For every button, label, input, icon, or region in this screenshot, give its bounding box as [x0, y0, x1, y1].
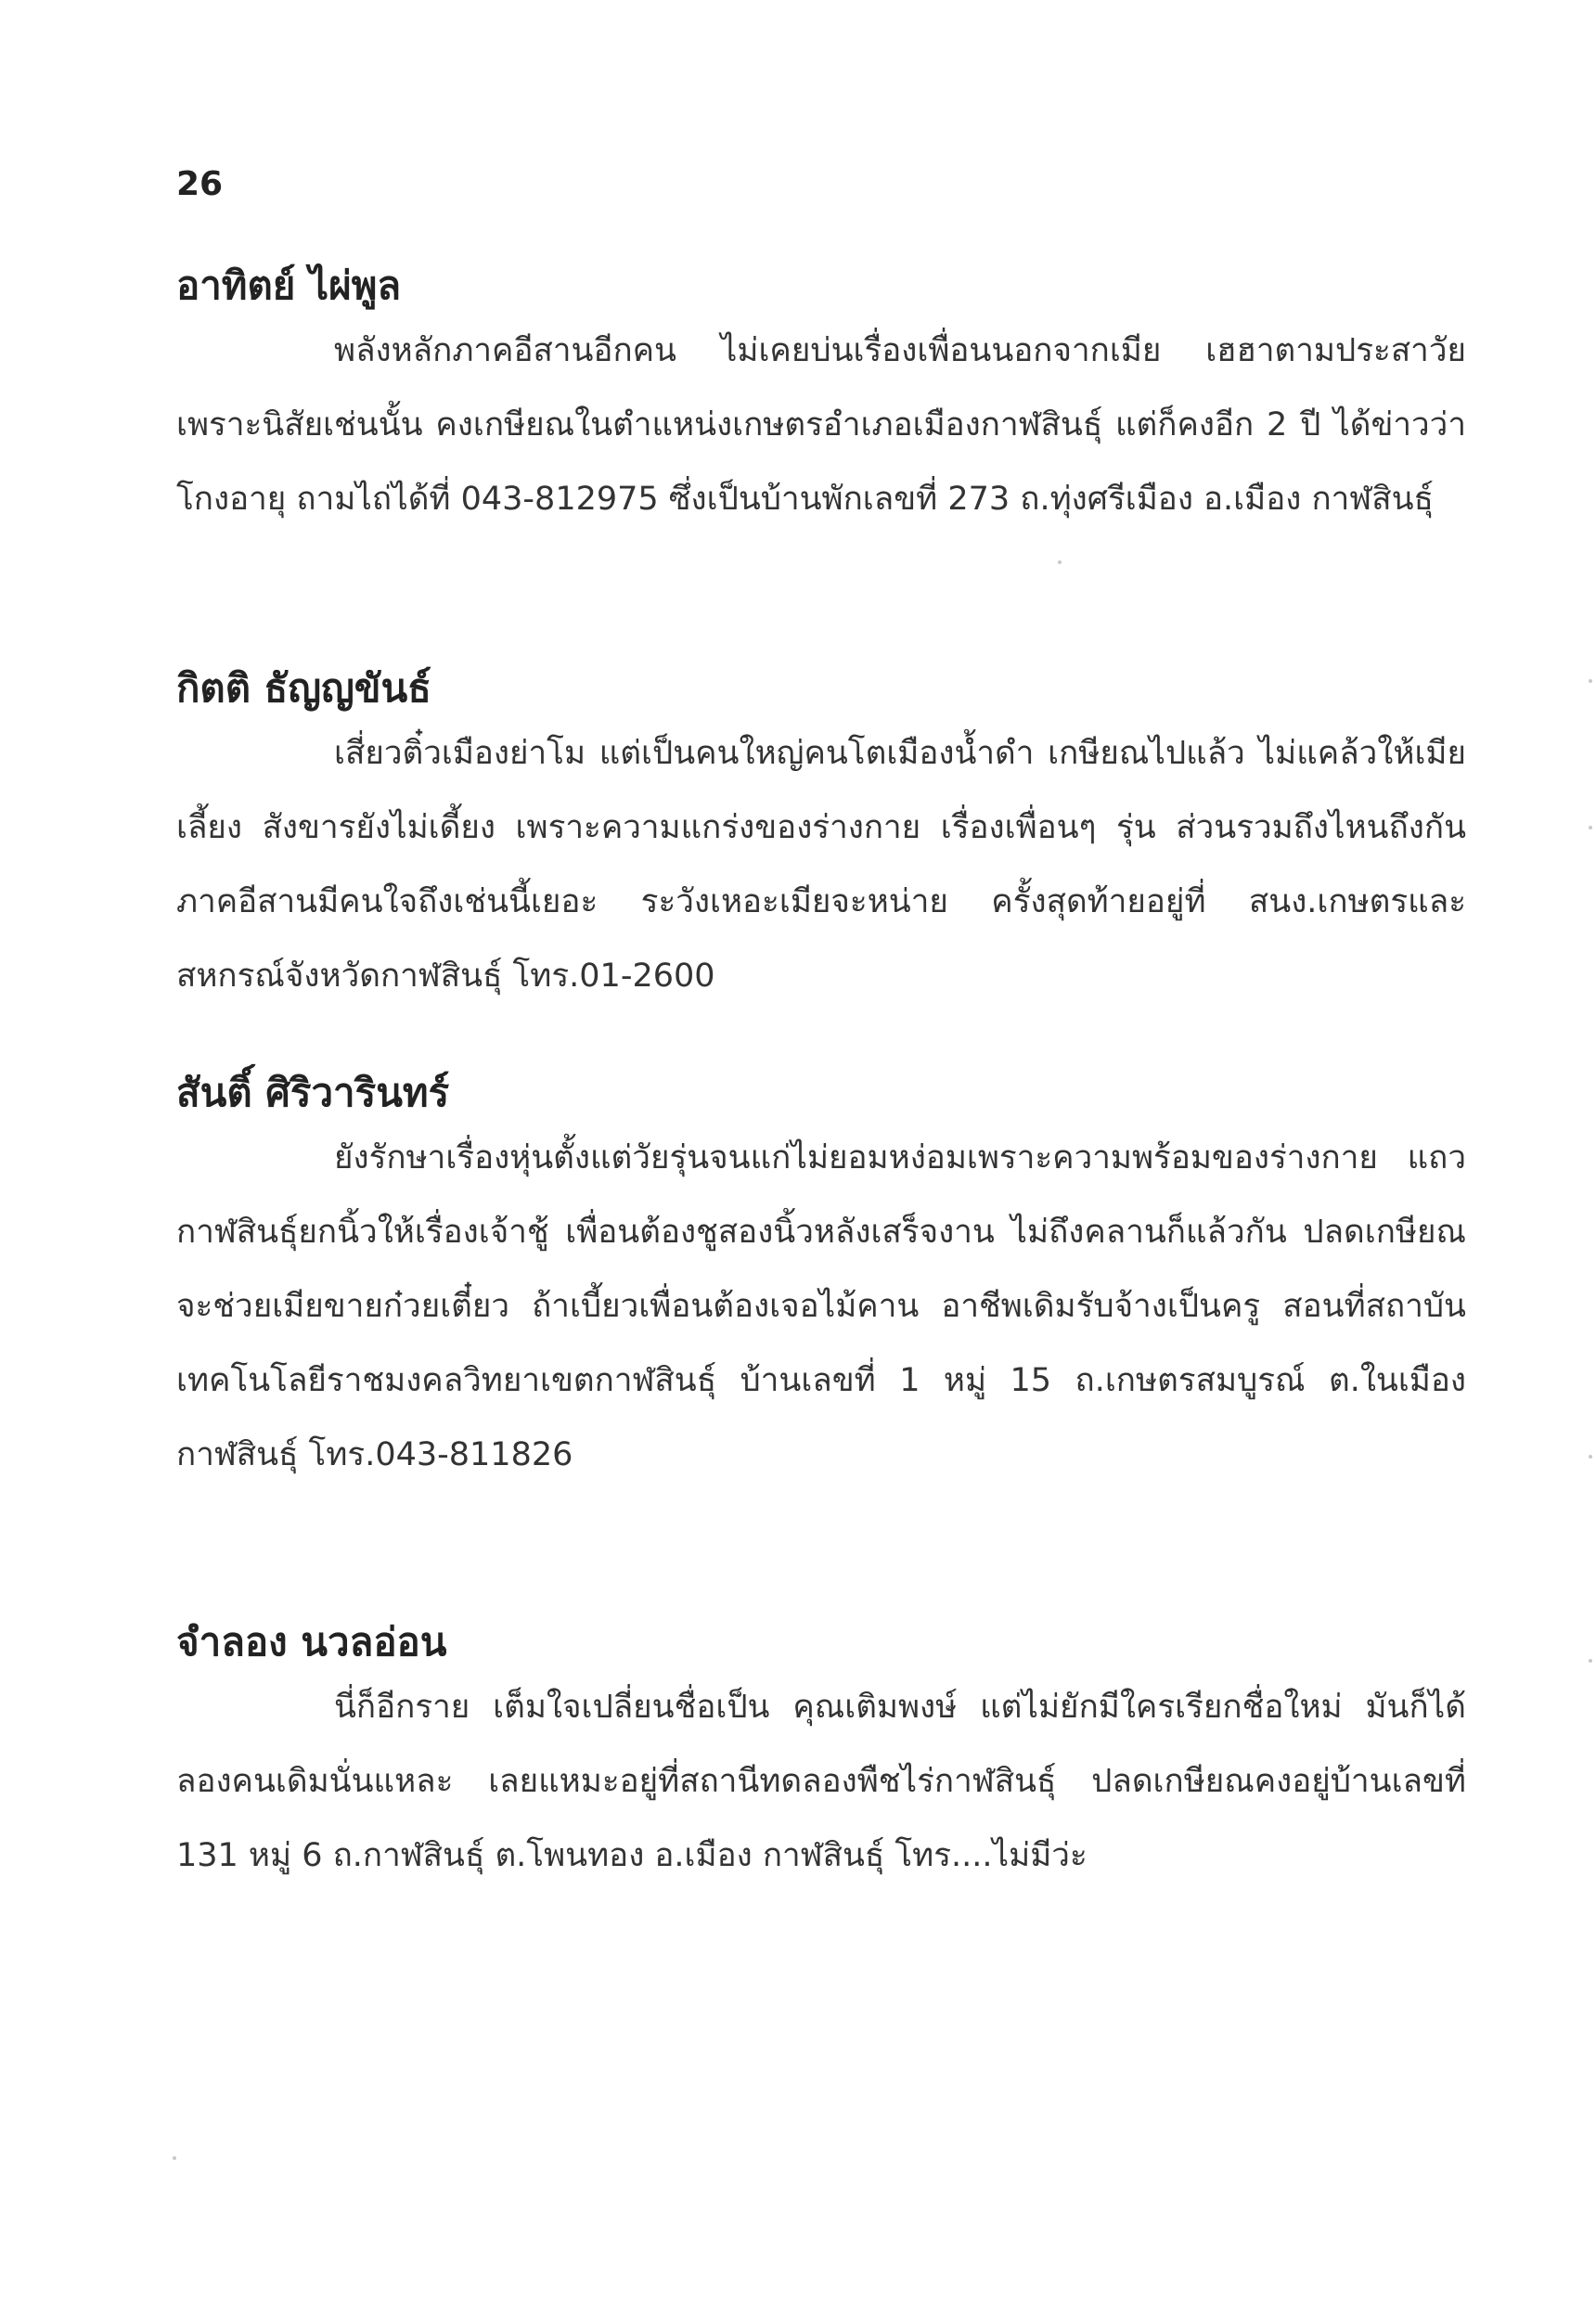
entry: [176, 1614, 1466, 1893]
entry-body: พลังหลักภาคอีสานอีกคน ไม่เคยบ่นเรื่องเพื่อนนอกจากเมีย เฮฮาตามประสาวัย เพราะนิสัยเช่นนั้น คงเกษียณในตำแหน่งเกษตรอำเภอเมืองกาฬสินธุ์ แต่ก็คงอีก 2 ปี ได้ข่าวว่าโกงอายุ ถามไถ่ได้ที่ 043-812975 ซึ่งเป็นบ้านพักเลขที่ 273 ถ.ทุ่งศรีเมือง อ.เมือง กาฬสินธุ์: [176, 332, 1466, 518]
scan-speck: [1589, 826, 1592, 829]
scan-speck: [1058, 560, 1062, 564]
page-number: 26: [176, 165, 224, 203]
entry-body: ยังรักษาเรื่องหุ่นตั้งแต่วัยรุ่นจนแก่ไม่ยอมหง่อมเพราะความพร้อมของร่างกาย แถวกาฬสินธุ์ยกนิ้วให้เรื่องเจ้าชู้ เพื่อนต้องชูสองนิ้วหลังเสร็จงาน ไม่ถึงคลานก็แล้วกัน ปลดเกษียณจะช่วยเมียขายก๋วยเตี๋ยว ถ้าเบี้ยวเพื่อนต้องเจอไม้คาน อาชีพเดิมรับจ้างเป็นครู สอนที่สถาบันเทคโนโลยีราชมงคลวิทยาเขตกาฬสินธุ์ บ้านเลขที่ 1 หมู่ 15 ถ.เกษตรสมบูรณ์ ต.ในเมือง กาฬสินธุ์ โทร.043-811826: [176, 1139, 1466, 1473]
scan-speck: [1589, 1455, 1592, 1459]
entry-body: นี่ก็อีกราย เต็มใจเปลี่ยนชื่อเป็น คุณเติมพงษ์ แต่ไม่ยักมีใครเรียกชื่อใหม่ มันก็ได้ลองคนเดิมนั่นแหละ เลยแหมะอยู่ที่สถานีทดลองพืชไร่กาฬสินธุ์ ปลดเกษียณคงอยู่บ้านเลขที่ 131 หมู่ 6 ถ.กาฬสินธุ์ ต.โพนทอง อ.เมือง กาฬสินธุ์ โทร....ไม่มีว่ะ: [176, 1689, 1466, 1874]
entry-name: สันติ์ ศิริวารินทร์: [176, 1070, 450, 1115]
entry-body: เสี่ยวติ๋วเมืองย่าโม แต่เป็นคนใหญ่คนโตเมืองน้ำดำ เกษียณไปแล้ว ไม่แคล้วให้เมียเลี้ยง สังขารยังไม่เดี้ยง เพราะความแกร่งของร่างกาย เรื่องเพื่อนๆ รุ่น ส่วนรวมถึงไหนถึงกัน ภาคอีสานมีคนใจถึงเช่นนี้เยอะ ระวังเหอะเมียจะหน่าย ครั้งสุดท้ายอยู่ที่ สนง.เกษตรและสหกรณ์จังหวัดกาฬสินธุ์ โทร.01-2600: [176, 735, 1466, 995]
entry-name: จำลอง นวลอ่อน: [176, 1619, 447, 1665]
scan-speck: [1589, 679, 1592, 683]
entry-name: อาทิตย์ ไผ่พูล: [176, 263, 402, 308]
entry: [176, 258, 1466, 536]
scan-speck: [1589, 1659, 1592, 1663]
entry-name: กิตติ ธัญญขันธ์: [176, 665, 431, 711]
entry: [176, 661, 1466, 1013]
entry: [176, 1065, 1466, 1492]
scan-speck: [173, 2156, 176, 2160]
